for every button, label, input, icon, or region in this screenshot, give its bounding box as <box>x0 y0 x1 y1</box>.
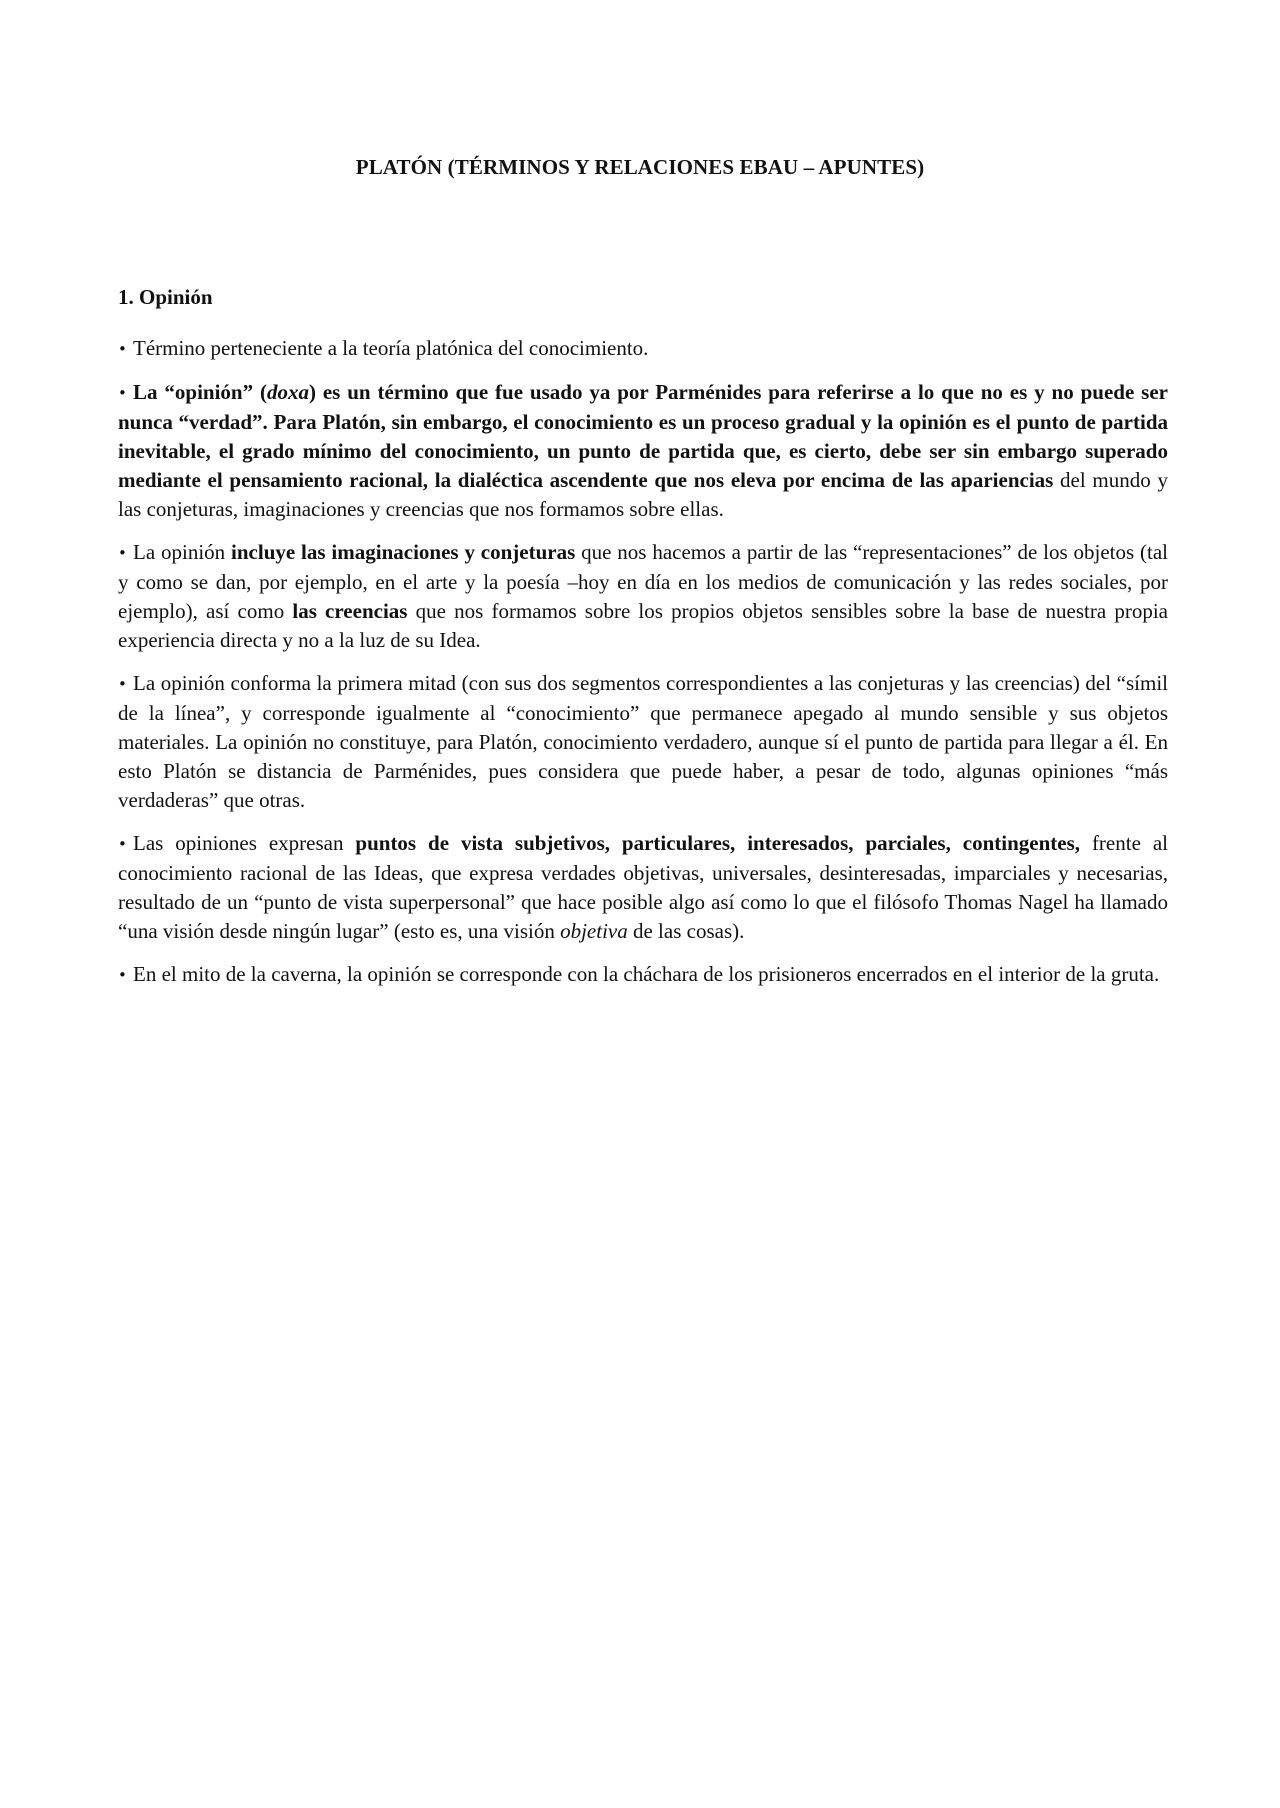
bullet-icon: • <box>118 544 127 562</box>
text-run: objetiva <box>560 919 628 943</box>
paragraph-4 <box>118 669 1168 815</box>
text-run: La “opinión” ( <box>133 380 267 404</box>
text-run: de las cosas). <box>627 919 745 943</box>
paragraph-2 <box>118 378 1168 524</box>
text-run: que nos formamos sobre los propios objetos sensibles sobre la base de nuestra propia experiencia directa y no a la luz de su Idea. <box>118 599 1168 652</box>
paragraph-6 <box>118 960 1168 990</box>
bullet-icon: • <box>118 675 127 693</box>
text-run: que nos hacemos a partir de las “representaciones” de los objetos (tal y como se dan, por ejemplo, en el arte y la poesía –hoy en día en los medios de comunicación y las redes sociales, por ejemplo), así como <box>118 540 1168 623</box>
paragraph-3 <box>118 538 1168 655</box>
text-run: Término perteneciente a la teoría platónica del conocimiento. <box>133 336 649 360</box>
text-run: La opinión conforma la primera mitad (con sus dos segmentos correspondientes a las conjeturas y las creencias) del “símil de la línea”, y corresponde igualmente al “conocimiento” que permanece apegado al mundo sensible y sus objetos materiales. La opinión no constituye, para Platón, conocimiento verdadero, aunque sí el punto de partida para llegar a él. En esto Platón se distancia de Parménides, pues considera que puede haber, a pesar de todo, algunas opiniones “más verdaderas” que otras. <box>118 671 1168 812</box>
text-run: las creencias <box>292 599 408 623</box>
text-run: incluye las imaginaciones y conjeturas <box>231 540 576 564</box>
paragraph-1 <box>118 334 1168 364</box>
bullet-icon: • <box>118 340 127 358</box>
text-run: doxa <box>266 380 309 404</box>
bullet-icon: • <box>118 384 127 402</box>
text-run: frente al conocimiento racional de las Ideas, que expresa verdades objetivas, universales, desinteresadas, imparciales y necesarias, resultado de un “punto de vista superpersonal” que hace posible algo así como lo que el filósofo Thomas Nagel ha llamado “una visión desde ningún lugar” (esto es, una visión <box>118 831 1168 943</box>
document-title: PLATÓN (TÉRMINOS Y RELACIONES EBAU – APUNTES) <box>355 155 925 179</box>
text-run: La opinión <box>133 540 232 564</box>
text-run: Las opiniones expresan <box>133 831 356 855</box>
bullet-icon: • <box>118 966 127 984</box>
text-run: En el mito de la caverna, la opinión se corresponde con la cháchara de los prisioneros encerrados en el interior de la gruta. <box>133 962 1160 986</box>
paragraph-5 <box>118 829 1168 946</box>
text-run: ) es un término que fue usado ya por Parménides para referirse a lo que no es y no puede ser nunca “verdad”. Para Platón, sin embargo, el conocimiento es un proceso gradual y la opinión es el punto de partida inevitable, el grado mínimo del conocimiento, un punto de partida que, es cierto, debe ser sin embargo superado mediante el pensamiento racional, la dialéctica ascendente que nos eleva por encima de las apariencias <box>118 380 1168 492</box>
bullet-icon: • <box>118 835 127 853</box>
text-run: del mundo y las conjeturas, imaginaciones y creencias que nos formamos sobre ellas. <box>118 468 1168 521</box>
document-body <box>118 282 1168 1004</box>
text-run: puntos de vista subjetivos, particulares, interesados, parciales, contingentes, <box>355 831 1081 855</box>
section-heading: 1. Opinión <box>118 285 213 309</box>
